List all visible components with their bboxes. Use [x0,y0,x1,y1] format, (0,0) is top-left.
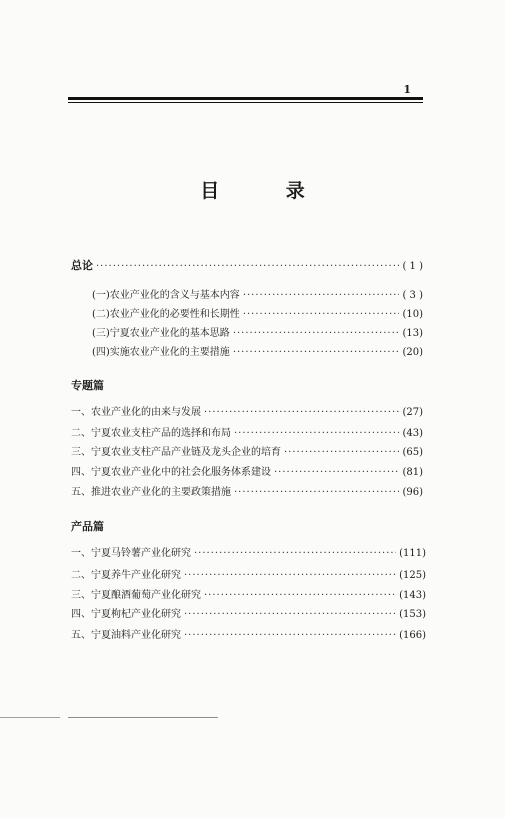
toc-entry-page: (10) [402,309,423,320]
page-title: 目 录 [200,180,335,202]
leader-dots [96,260,399,274]
scan-artifact-line [0,717,60,718]
toc-entry-label: 一、宁夏马铃薯产业化研究 [71,548,191,559]
toc-entry[interactable] [71,466,423,480]
toc-entry-label: 一、农业产业化的由来与发展 [71,407,201,418]
toc-entry-page: (153) [399,609,426,620]
toc-entry-label: 二、宁夏农业支柱产品的选择和布局 [71,428,231,439]
leader-dots [243,308,400,322]
toc-entry[interactable] [71,589,426,603]
toc-entry-label: 三、宁夏农业支柱产品产业链及龙头企业的培育 [71,447,281,458]
toc-entry-label: 五、宁夏油料产业化研究 [71,630,181,641]
toc-entry[interactable] [71,446,423,460]
toc-entry-page: (166) [399,630,426,641]
leader-dots [204,406,399,420]
scan-artifact-line [68,717,218,718]
toc-entry-label: (一)农业产业化的含义与基本内容 [92,290,240,301]
toc-entry[interactable] [71,427,423,441]
leader-dots [243,289,400,303]
leader-dots [184,569,396,583]
toc-entry-page: (27) [402,407,423,418]
toc-entry-page: ( 1 ) [402,261,423,272]
toc-entry[interactable] [71,569,426,583]
section-heading: 产品篇 [71,520,104,533]
toc-entry-page: (13) [402,328,423,339]
toc-entry[interactable] [71,547,426,561]
toc-entry-label: (四)实施农业产业化的主要措施 [92,347,230,358]
leader-dots [274,466,399,480]
toc-entry-label: 二、宁夏养牛产业化研究 [71,570,181,581]
toc-entry[interactable] [71,486,423,500]
toc-entry-label: 五、推进农业产业化的主要政策措施 [71,487,231,498]
toc-entry-page: (96) [402,487,423,498]
header-rule-thick [68,97,423,100]
header-rule-thin [68,102,423,103]
toc-entry[interactable] [92,327,423,341]
leader-dots [184,608,396,622]
toc-entry[interactable] [71,629,426,643]
toc-entry-label: 总论 [71,259,93,272]
toc-entry-page: ( 3 ) [402,290,423,301]
page-number: 1 [403,83,411,96]
toc-entry-label: 四、宁夏枸杞产业化研究 [71,609,181,620]
toc-entry-label: (三)宁夏农业产业化的基本思路 [92,328,230,339]
toc-entry-label: 四、宁夏农业产业化中的社会化服务体系建设 [71,467,271,478]
toc-entry[interactable] [71,608,426,622]
leader-dots [234,486,399,500]
toc-entry-page: (20) [402,347,423,358]
toc-entry-page: (125) [399,570,426,581]
toc-entry-page: (81) [402,467,423,478]
section-heading: 专题篇 [71,379,104,392]
leader-dots [233,346,400,360]
toc-entry-page: (143) [399,590,426,601]
toc-entry[interactable] [92,308,423,322]
toc-entry-page: (111) [399,548,426,559]
leader-dots [184,629,396,643]
leader-dots [204,589,396,603]
leader-dots [194,547,396,561]
toc-entry-page: (43) [402,428,423,439]
toc-entry-intro[interactable] [71,259,423,273]
leader-dots [234,427,399,441]
toc-entry-label: 三、宁夏酿酒葡萄产业化研究 [71,590,201,601]
toc-entry-label: (二)农业产业化的必要性和长期性 [92,309,240,320]
toc-entry[interactable] [92,346,423,360]
toc-entry[interactable] [92,289,423,303]
leader-dots [284,446,399,460]
toc-entry-page: (65) [402,447,423,458]
leader-dots [233,327,400,341]
toc-entry[interactable] [71,406,423,420]
